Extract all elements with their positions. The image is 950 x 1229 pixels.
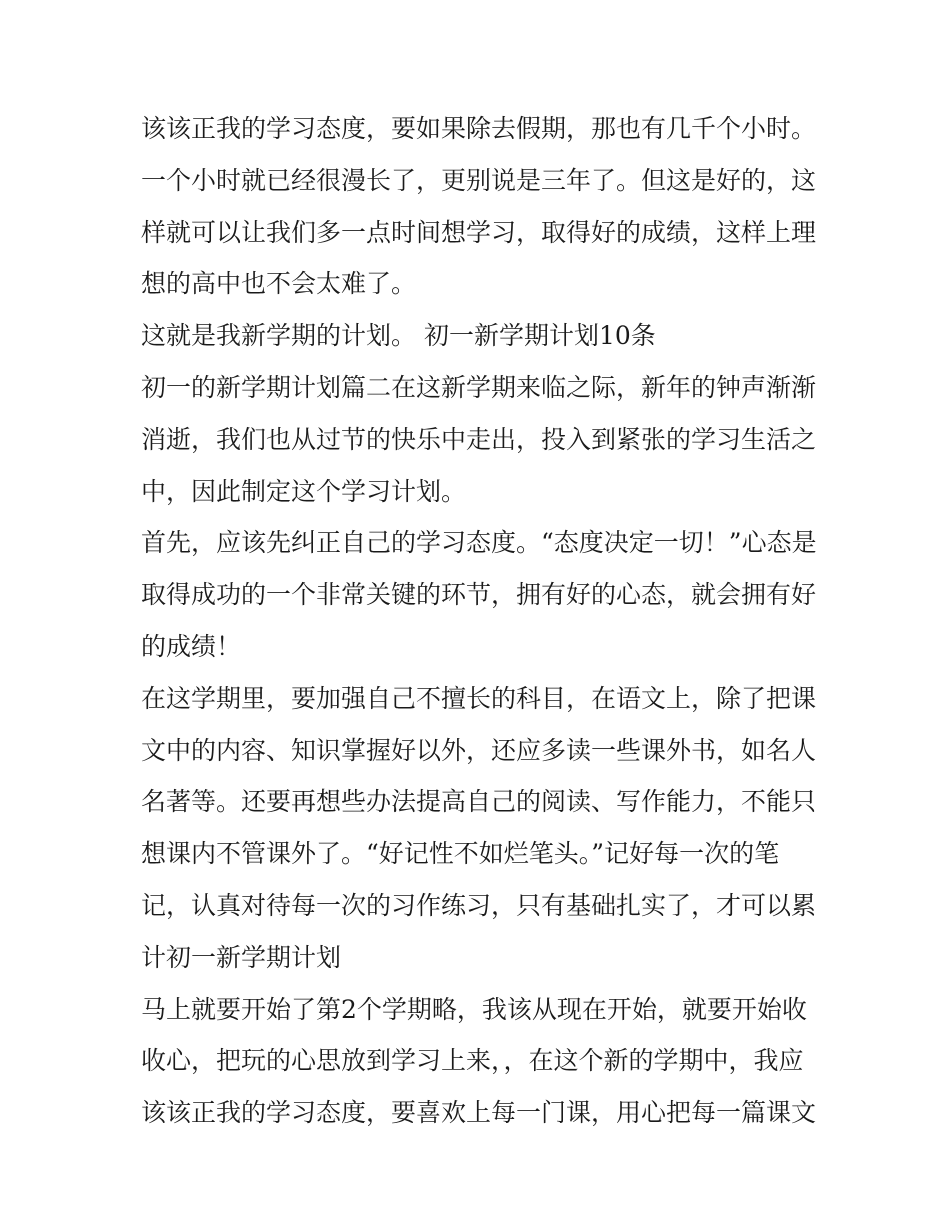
text-line: 记，认真对待每一次的习作练习，只有基础扎实了，才可以累 — [141, 890, 817, 920]
body-text — [141, 103, 821, 1139]
text-line: 一个小时就已经很漫长了，更别说是三年了。但这是好的，这 — [141, 165, 817, 195]
text-line: 想课内不管课外了。“好记性不如烂笔头。”记好每一次的笔 — [141, 839, 780, 869]
text-line: 收心，把玩的心思放到学习上来，，在这个新的学期中，我应 — [141, 1046, 804, 1076]
text-line: 在这学期里，要加强自己不擅长的科目，在语文上，除了把课 — [141, 683, 817, 713]
text-line: 样就可以让我们多一点时间想学习，取得好的成绩，这样上理 — [141, 217, 817, 247]
text-line: 想的高中也不会太难了。 — [141, 269, 417, 299]
text-line: 文中的内容、知识掌握好以外，还应多读一些课外书，如名人 — [141, 735, 817, 765]
text-line: 初一的新学期计划篇二在这新学期来临之际，新年的钟声渐渐 — [141, 372, 817, 402]
text-line: 名著等。还要再想些办法提高自己的阅读、写作能力，不能只 — [141, 787, 817, 817]
text-line: 消逝，我们也从过节的快乐中走出，投入到紧张的学习生活之 — [141, 424, 817, 454]
text-line: 中，因此制定这个学习计划。 — [141, 476, 467, 506]
text-line: 的成绩！ — [141, 631, 242, 661]
text-line: 计初一新学期计划 — [141, 942, 342, 972]
text-line: 马上就要开始了第2个学期略，我该从现在开始，就要开始收 — [141, 994, 807, 1024]
text-line: 这就是我新学期的计划。 初一新学期计划10条 — [141, 321, 656, 351]
text-line: 该该正我的学习态度，要喜欢上每一门课，用心把每一篇课文 — [141, 1098, 817, 1128]
text-line: 取得成功的一个非常关键的环节，拥有好的心态，就会拥有好 — [141, 580, 817, 610]
text-line: 该该正我的学习态度，要如果除去假期，那也有几千个小时。 — [141, 114, 817, 143]
text-line: 首先，应该先纠正自己的学习态度。“态度决定一切！”心态是 — [141, 528, 817, 558]
